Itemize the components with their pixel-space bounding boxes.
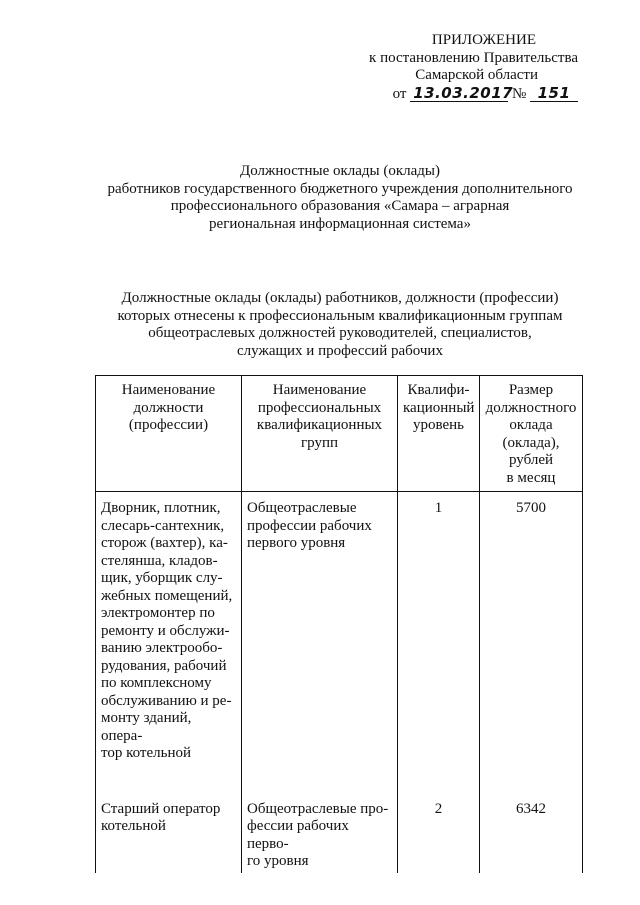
appendix-block — [318, 32, 578, 103]
date-prefix: от — [392, 85, 407, 102]
subtitle-line-4: служащих и профессий рабочих — [237, 342, 443, 359]
cell-group: Общеотраслевые про- фессии рабочих перво- го уровня — [242, 765, 398, 873]
subtitle-line-1: Должностные оклады (оклады) работников, должности (профессии) — [121, 290, 559, 306]
cell-level: 2 — [398, 765, 480, 873]
appendix-line-decree: к постановлению Правительства — [369, 49, 578, 66]
title-line-1: Должностные оклады (оклады) — [239, 163, 441, 179]
cell-salary: 5700 — [480, 492, 583, 765]
appendix-line-region: Самарской области — [415, 67, 538, 83]
number-prefix: № — [511, 85, 527, 102]
appendix-title: ПРИЛОЖЕНИЕ — [431, 32, 536, 48]
handwritten-number: 151 — [530, 85, 578, 102]
header-qualification-level: Квалифи- кационный уровень — [398, 376, 480, 492]
cell-position: Старший оператор котельной — [96, 765, 242, 873]
cell-salary: 6342 — [480, 765, 583, 873]
title-line-3: профессионального образования «Самара – аграрная — [170, 198, 510, 214]
table-row — [96, 492, 583, 765]
document-title — [70, 163, 610, 233]
header-position: Наименование должности (профессии) — [96, 376, 242, 492]
table-row — [96, 765, 583, 873]
salary-table — [95, 375, 583, 873]
table-header-row — [96, 376, 583, 492]
header-qualification-group: Наименование профессиональных квалификационных групп — [242, 376, 398, 492]
header-salary: Размер должностного оклада (оклада), рублей в месяц — [480, 376, 583, 492]
section-subtitle — [80, 290, 600, 360]
title-line-2: работников государственного бюджетного учреждения дополнительного — [107, 180, 573, 197]
cell-group: Общеотраслевые профессии рабочих первого уровня — [242, 492, 398, 765]
subtitle-line-3: общеотраслевых должностей руководителей, специалистов, — [148, 325, 532, 341]
appendix-date-row — [318, 85, 578, 104]
title-line-4: региональная информационная система» — [209, 215, 471, 232]
handwritten-date: 13.03.2017 — [410, 85, 508, 102]
subtitle-line-2: которых отнесены к профессиональным квалификационным группам — [117, 307, 563, 324]
cell-position: Дворник, плотник, слесарь-сантехник, сторож (вахтер), ка- стелянша, кладов- щик, уборщик слу- жебных помещений, электромонтер по ремонту и обслужи- ванию электрообо- рудования, рабочий по комплексному обслуживанию и ре- монту зданий, опера- тор котельной — [96, 492, 242, 765]
cell-level: 1 — [398, 492, 480, 765]
